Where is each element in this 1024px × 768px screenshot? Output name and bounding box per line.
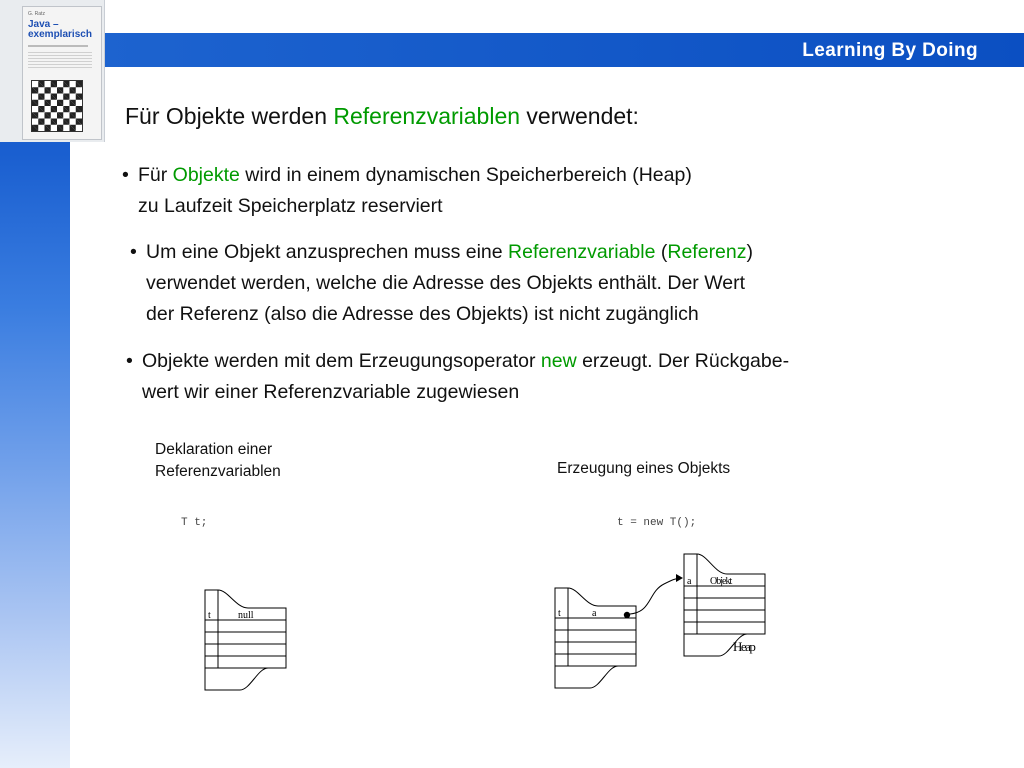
book-title-line1: Java –: [28, 19, 59, 30]
object-label: Objekt: [710, 576, 732, 587]
bullet-text-line2: wert wir einer Referenzvariable zugewiesen: [142, 381, 520, 403]
heading-text-end: verwendet:: [520, 103, 639, 129]
bullet-text-line2: verwendet werden, welche die Adresse des Objekts enthält. Der Wert: [146, 272, 746, 294]
bullet-dot: •: [126, 350, 133, 372]
heading-text: Für Objekte werden: [125, 103, 334, 129]
reference-value: a: [592, 608, 597, 619]
bullet-highlight: Referenzvariable: [508, 241, 656, 263]
bullet-highlight: Objekte: [172, 164, 240, 186]
caption-creation: Erzeugung eines Objekts: [557, 460, 731, 477]
bullet-highlight: Referenz: [667, 241, 747, 263]
book-title-line2: exemplarisch: [28, 29, 92, 40]
code-creation: t = new T();: [617, 517, 697, 529]
object-address: a: [687, 576, 692, 587]
book-author: G. Ratz: [28, 11, 45, 17]
bullet-highlight: new: [540, 350, 577, 372]
bullet-text: (: [655, 241, 668, 263]
stack-frame-left: [205, 590, 286, 690]
bullet-text: erzeugt. Der Rückgabe-: [576, 350, 790, 372]
reference-arrow: [630, 578, 682, 614]
bullet-text: Um eine Objekt anzusprechen muss eine: [146, 241, 509, 263]
bullet-text-line2: zu Laufzeit Speicherplatz reserviert: [138, 195, 443, 217]
bullet-text: wird in einem dynamischen Speicherbereich (Heap): [239, 164, 692, 186]
bullet-text: Objekte werden mit dem Erzeugungsoperator: [142, 350, 541, 372]
caption-line1: Deklaration einer: [155, 441, 273, 458]
reference-dot: [624, 612, 630, 618]
stack-var-right: t: [558, 608, 561, 619]
stack-var-left: t: [208, 610, 211, 621]
code-declaration: T t;: [181, 517, 208, 529]
heading-highlight: Referenzvariablen: [333, 103, 521, 129]
bullet-text-line3: der Referenz (also die Adresse des Objekts) ist nicht zugänglich: [146, 303, 699, 325]
heap-label: Heap: [733, 639, 755, 654]
stack-frame-right: [555, 588, 636, 688]
bullet-text: Für: [138, 164, 173, 186]
bullet-dot: •: [122, 164, 129, 186]
bullet-dot: •: [130, 241, 137, 263]
caption-line2: Referenzvariablen: [155, 463, 281, 480]
brand-title: Learning By Doing: [802, 40, 978, 61]
bullet-text: ): [746, 241, 753, 263]
null-value: null: [238, 610, 254, 621]
